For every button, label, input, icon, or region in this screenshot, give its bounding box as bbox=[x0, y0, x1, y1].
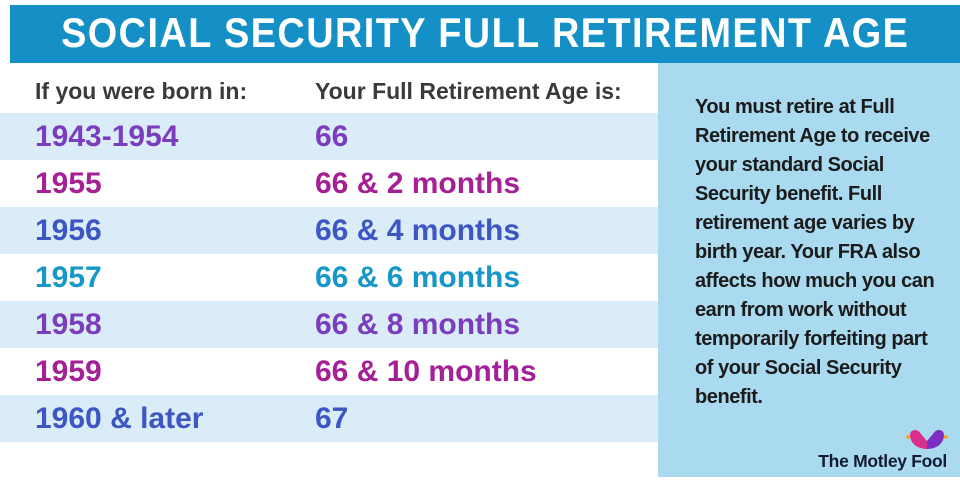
table-header-row bbox=[0, 63, 658, 113]
birth-year-cell: 1957 bbox=[35, 260, 102, 294]
retirement-age-cell: 66 & 10 months bbox=[315, 354, 537, 388]
table-row bbox=[0, 160, 658, 207]
birth-year-cell: 1960 & later bbox=[35, 401, 204, 435]
birth-year-cell: 1943-1954 bbox=[35, 119, 179, 153]
table-row bbox=[0, 254, 658, 301]
motley-fool-logo bbox=[818, 451, 947, 471]
table-row bbox=[0, 395, 658, 442]
column-header-born: If you were born in: bbox=[35, 77, 248, 104]
birth-year-cell: 1955 bbox=[35, 166, 102, 200]
birth-year-cell: 1959 bbox=[35, 354, 102, 388]
table-row bbox=[0, 301, 658, 348]
retirement-age-cell: 66 & 2 months bbox=[315, 166, 521, 200]
page-title: SOCIAL SECURITY FULL RETIREMENT AGE bbox=[60, 10, 910, 57]
logo-text: The Motley Fool bbox=[818, 451, 947, 471]
jester-hat-icon bbox=[904, 427, 950, 453]
birth-year-cell: 1958 bbox=[35, 307, 102, 341]
table-row bbox=[0, 207, 658, 254]
column-header-fra: Your Full Retirement Age is: bbox=[315, 77, 622, 104]
table-row bbox=[0, 113, 658, 160]
retirement-age-cell: 66 bbox=[315, 119, 349, 153]
retirement-age-cell: 66 & 4 months bbox=[315, 213, 521, 247]
table-row bbox=[0, 348, 658, 395]
retirement-age-cell: 67 bbox=[315, 401, 349, 435]
info-text: You must retire at Full Retirement Age to receive your standard Social Security benefit. Full retirement age varies by birth year. Your FRA also affects how much you can earn from work without temporarily forfeiting part of your Social Security benefit. bbox=[695, 96, 935, 408]
info-panel bbox=[658, 63, 960, 477]
retirement-age-cell: 66 & 8 months bbox=[315, 307, 521, 341]
title-bar bbox=[10, 5, 960, 63]
retirement-age-cell: 66 & 6 months bbox=[315, 260, 521, 294]
retirement-age-table bbox=[0, 63, 658, 442]
birth-year-cell: 1956 bbox=[35, 213, 102, 247]
table-body bbox=[0, 113, 658, 442]
